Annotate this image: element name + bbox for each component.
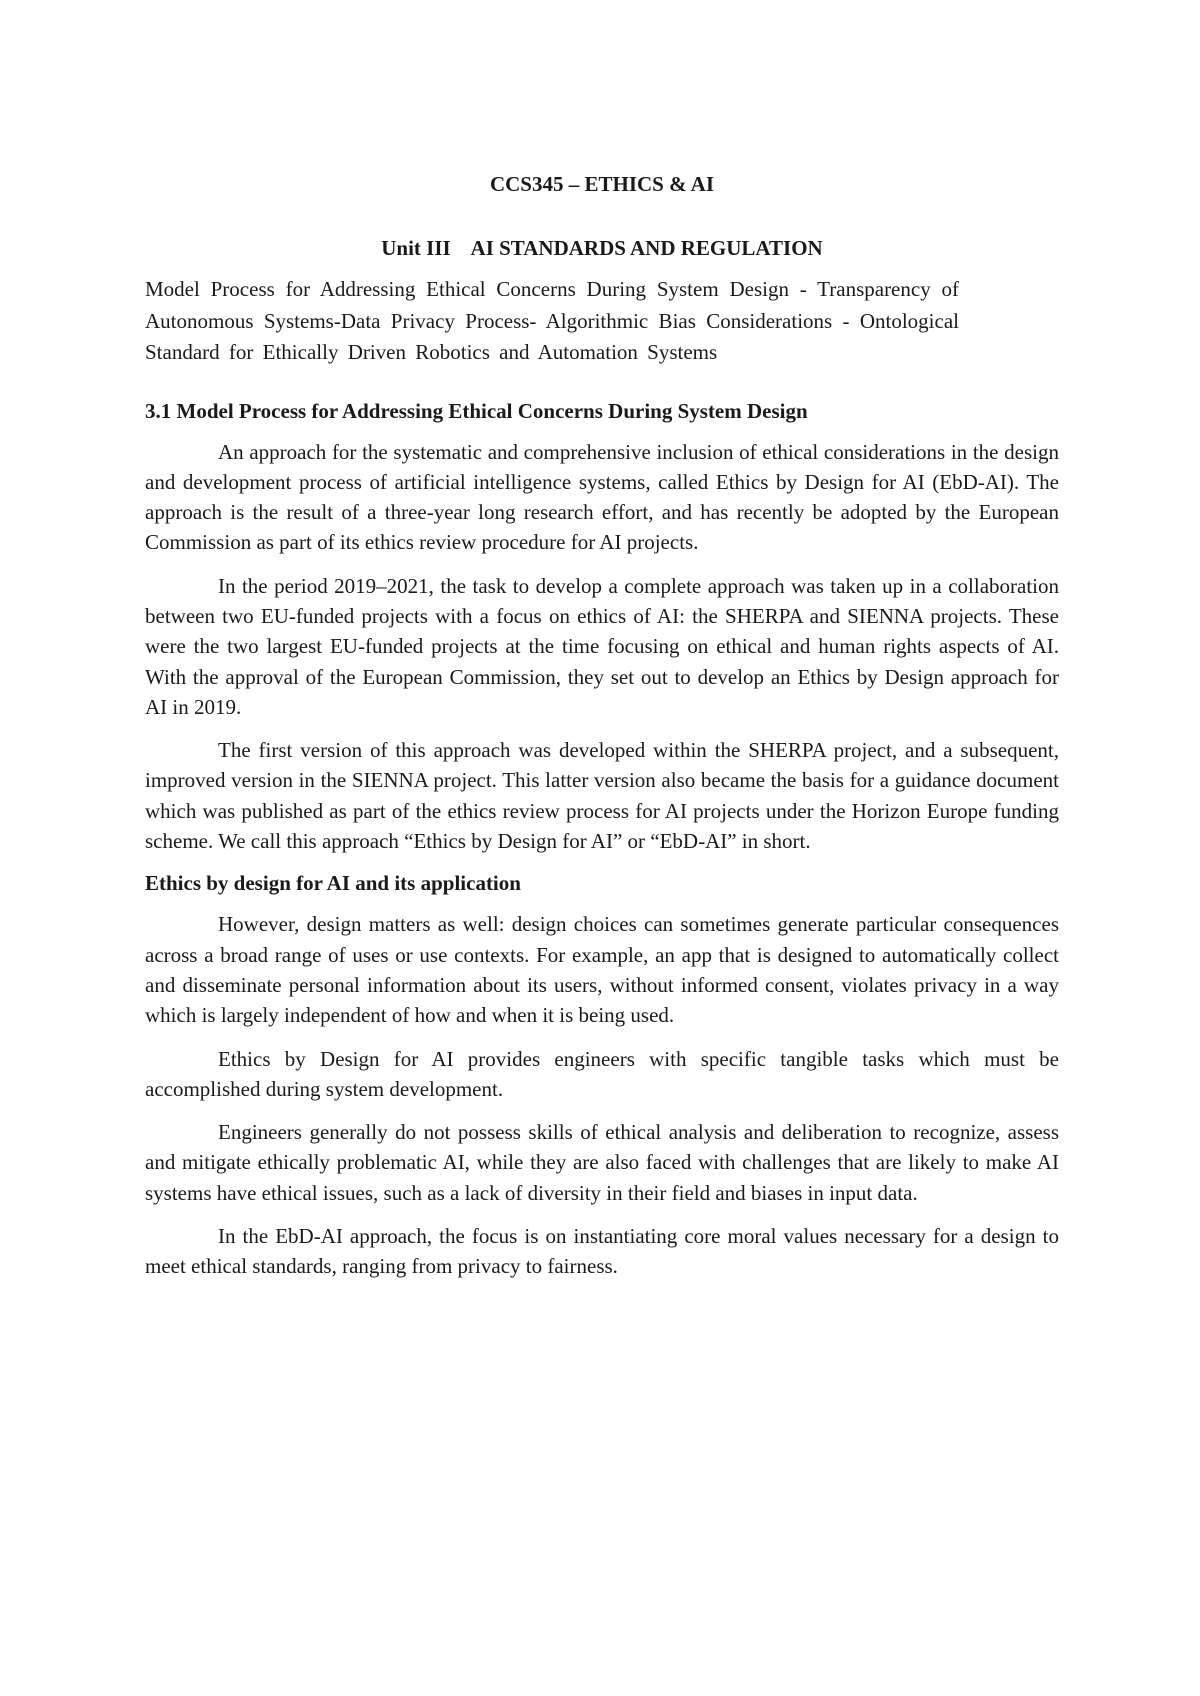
paragraph: In the period 2019–2021, the task to develop a complete approach was taken up in a collaboration between two EU-funded projects with a focus on ethics of AI: the SHERPA and SIENNA projects. These were the two largest EU-funded projects at the time focusing on ethical and human rights aspects of AI. With the approval of the European Commission, they set out to develop an Ethics by Design approach for AI in 2019. (145, 573, 1059, 719)
paragraph: In the EbD-AI approach, the focus is on instantiating core moral values necessary for a design to meet ethical standards, ranging from privacy to fairness. (145, 1224, 1059, 1279)
document-title: CCS345 – ETHICS & AI (489, 172, 715, 196)
section-heading-3-1: 3.1 Model Process for Addressing Ethical Concerns During System Design (145, 398, 808, 423)
paragraph: Ethics by Design for AI provides engineers with specific tangible tasks which must be accomplished during system development. (145, 1046, 1059, 1101)
paragraph: However, design matters as well: design choices can sometimes generate particular consequences across a broad range of uses or use contexts. For example, an app that is designed to automatically collect and disseminate personal information about its users, without informed consent, violates privacy in a way which is largely independent of how and when it is being used. (145, 912, 1059, 1028)
paragraph: The first version of this approach was developed within the SHERPA project, and a subsequent, improved version in the SIENNA project. This latter version also became the basis for a guidance document which was published as part of the ethics review process for AI projects under the Horizon Europe funding scheme. We call this approach “Ethics by Design for AI” or “EbD-AI” in short. (145, 738, 1059, 854)
document-page (145, 170, 1059, 1295)
unit-syllabus: Model Process for Addressing Ethical Concerns During System Design - Transparency of Autonomous Systems-Data Privacy Process- Algorithmic Bias Considerations - Ontological Standard for Ethically Driven Robotics and Automation Systems (145, 277, 959, 364)
subheading-ethics-by-design: Ethics by design for AI and its application (145, 871, 521, 896)
paragraph: Engineers generally do not possess skills of ethical analysis and deliberation to recognize, assess and mitigate ethically problematic AI, while they are also faced with challenges that are likely to make AI systems have ethical issues, such as a lack of diversity in their field and biases in input data. (145, 1120, 1059, 1205)
paragraph: An approach for the systematic and comprehensive inclusion of ethical considerations in the design and development process of artificial intelligence systems, called Ethics by Design for AI (EbD-AI). The approach is the result of a three-year long research effort, and has recently be adopted by the European Commission as part of its ethics review procedure for AI projects. (145, 439, 1059, 555)
unit-title: Unit III AI STANDARDS AND REGULATION (381, 236, 823, 260)
